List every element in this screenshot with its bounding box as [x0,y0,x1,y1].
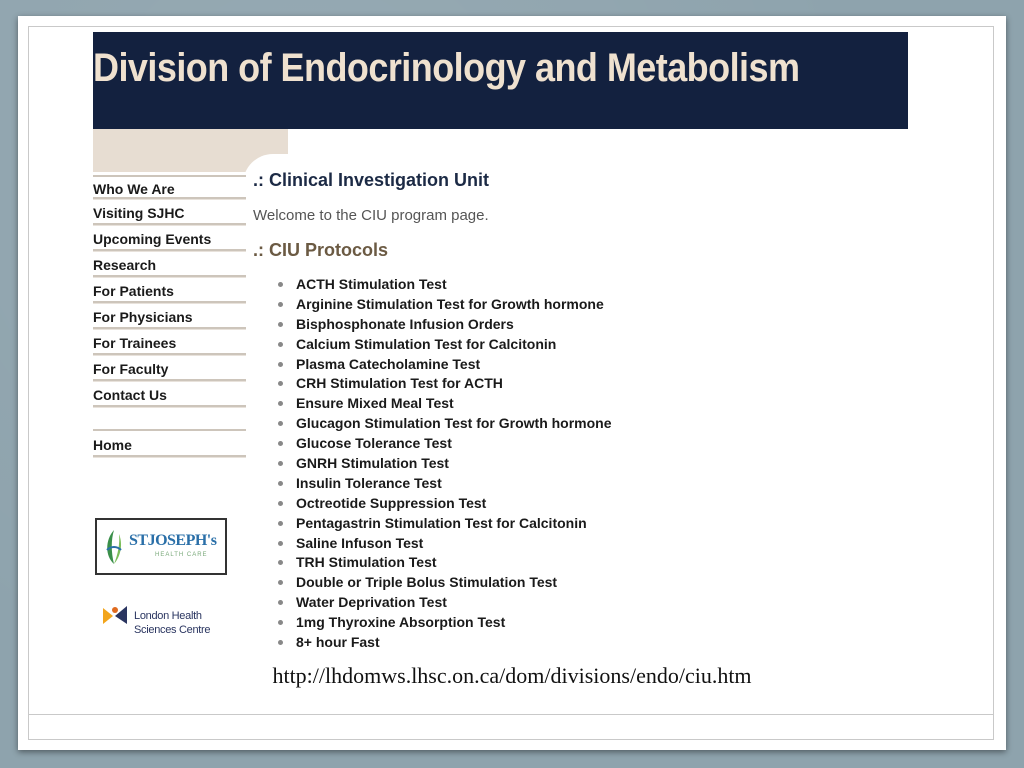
protocol-link[interactable] [273,355,893,375]
nav-item-for-patients[interactable]: For Patients [93,279,246,303]
protocol-link[interactable] [273,573,893,593]
bullet-icon [278,481,283,486]
protocols-heading: .: CIU Protocols [253,240,389,260]
st-josephs-logo[interactable] [95,518,227,575]
bullet-icon [278,362,283,367]
protocol-label: Arginine Stimulation Test for Growth hormone [296,295,604,312]
bullet-icon [278,541,283,546]
bullet-icon [278,322,283,327]
protocol-label: Insulin Tolerance Test [296,474,442,491]
bullet-icon [278,421,283,426]
nav-spacer [93,409,246,431]
bullet-icon [278,461,283,466]
protocol-label: GNRH Stimulation Test [296,455,449,472]
protocol-link[interactable] [273,335,893,355]
logo-name: STJOSEPH's [129,532,217,549]
nav-item-for-faculty[interactable]: For Faculty [93,357,246,381]
bullet-icon [278,501,283,506]
slide [18,16,1006,750]
bullet-icon [278,600,283,605]
protocol-link[interactable] [273,414,893,434]
bullet-icon [278,620,283,625]
bullet-icon [278,401,283,406]
protocol-link[interactable] [273,315,893,335]
protocol-link[interactable] [273,534,893,554]
bullet-icon [278,580,283,585]
nav-item-for-physicians[interactable]: For Physicians [93,305,246,329]
protocol-link[interactable] [273,474,893,494]
bullet-icon [278,560,283,565]
nav-item-who-we-are[interactable]: Who We Are [93,175,246,199]
leaf-icon [101,526,127,566]
banner-title: Division of Endocrinology and Metabolism [93,46,800,90]
bullet-icon [278,302,283,307]
nav-item-research[interactable]: Research [93,253,246,277]
bullet-icon [278,342,283,347]
protocol-link[interactable] [273,593,893,613]
lhsc-logo[interactable] [101,602,231,642]
protocol-link[interactable] [273,394,893,414]
protocol-link[interactable] [273,374,893,394]
protocol-label: Saline Infuson Test [296,534,424,551]
protocol-link[interactable] [273,613,893,633]
protocols-list [273,275,893,653]
nav-item-upcoming-events[interactable]: Upcoming Events [93,227,246,251]
nav-item-home[interactable]: Home [93,433,246,457]
protocol-link[interactable] [273,553,893,573]
nav-item-for-trainees[interactable]: For Trainees [93,331,246,355]
bullet-icon [278,521,283,526]
protocol-label: CRH Stimulation Test for ACTH [296,375,503,392]
protocol-label: 8+ hour Fast [296,634,380,651]
sidebar-nav [93,175,246,459]
page-title: .: Clinical Investigation Unit [253,170,490,190]
protocol-label: TRH Stimulation Test [296,554,437,571]
bottom-divider [28,714,994,715]
protocol-label: Calcium Stimulation Test for Calcitonin [296,335,557,352]
protocol-link[interactable] [273,434,893,454]
nav-item-contact-us[interactable]: Contact Us [93,383,246,407]
protocol-link[interactable] [273,295,893,315]
protocol-link[interactable] [273,454,893,474]
protocol-label: Glucose Tolerance Test [296,435,452,452]
source-url-caption[interactable]: http://lhdomws.lhsc.on.ca/dom/divisions/endo/ciu.htm [272,663,752,688]
protocol-link[interactable] [273,514,893,534]
bullet-icon [278,441,283,446]
logo-subtitle: HEALTH CARE [155,552,208,558]
protocol-label: Ensure Mixed Meal Test [296,395,454,412]
protocol-label: 1mg Thyroxine Absorption Test [296,614,506,631]
protocol-link[interactable] [273,494,893,514]
protocol-label: Water Deprivation Test [296,594,447,611]
web-page-screenshot [93,32,908,679]
protocol-link[interactable] [273,275,893,295]
lhsc-name-line1: London Health [134,610,202,622]
lhsc-name-line2: Sciences Centre [134,624,211,636]
lhsc-mark-icon [101,604,129,626]
protocol-label: Octreotide Suppression Test [296,494,487,511]
protocol-label: Double or Triple Bolus Stimulation Test [296,574,558,591]
bullet-icon [278,282,283,287]
main-content [253,170,893,653]
protocol-label: Bisphosphonate Infusion Orders [296,315,514,332]
protocol-label: Plasma Catecholamine Test [296,355,481,372]
bullet-icon [278,640,283,645]
protocol-label: Pentagastrin Stimulation Test for Calcitonin [296,514,587,531]
welcome-text: Welcome to the CIU program page. [253,207,489,224]
bullet-icon [278,381,283,386]
protocol-label: Glucagon Stimulation Test for Growth hormone [296,415,612,432]
header-banner [93,32,908,129]
protocol-link[interactable] [273,633,893,653]
nav-item-visiting-sjhc[interactable]: Visiting SJHC [93,201,246,225]
protocol-label: ACTH Stimulation Test [296,276,447,292]
